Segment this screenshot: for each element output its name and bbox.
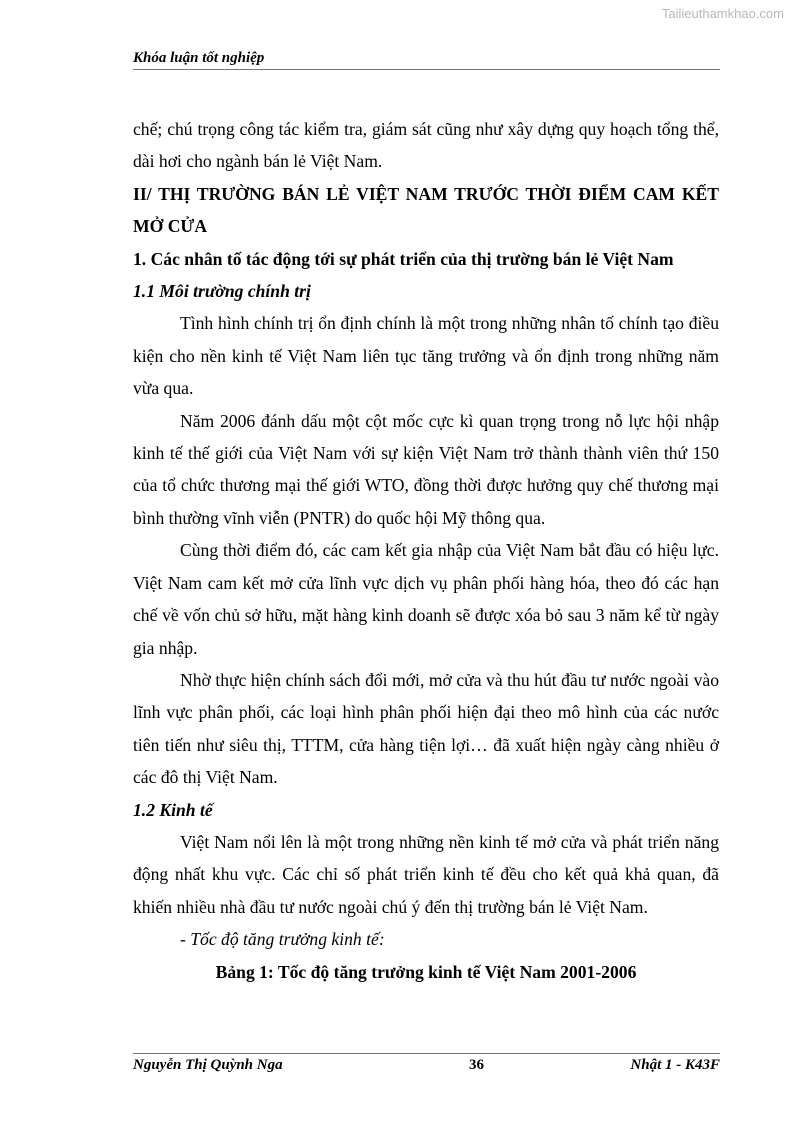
- footer-page-number: 36: [469, 1057, 484, 1073]
- document-body: [133, 113, 719, 988]
- footer-class: Nhật 1 - K43F: [630, 1057, 720, 1073]
- subheading-political-environment: 1.1 Môi trường chính trị: [133, 281, 311, 302]
- section-heading: II/ THỊ TRƯỜNG BÁN LẺ VIỆT NAM TRƯỚC THỜI ĐIỂM CAM KẾT MỞ CỬA: [133, 183, 719, 237]
- paragraph-commitments: Cùng thời điểm đó, các cam kết gia nhập của Việt Nam bắt đầu có hiệu lực. Việt Nam cam kết mở cửa lĩnh vực dịch vụ phân phối hàng hóa, theo đó các hạn chế về vốn chủ sở hữu, mặt hàng kinh doanh sẽ được xóa bỏ sau 3 năm kể từ ngày gia nhập.: [133, 540, 719, 658]
- paragraph-continued: chế; chú trọng công tác kiểm tra, giám sát cũng như xây dựng quy hoạch tổng thể, dài hơi cho ngành bán lẻ Việt Nam.: [133, 119, 719, 172]
- page-footer: [133, 1053, 720, 1074]
- paragraph-wto-accession: Năm 2006 đánh dấu một cột mốc cực kì quan trọng trong nỗ lực hội nhập kinh tế thế giới của Việt Nam với sự kiện Việt Nam trở thành thành viên thứ 150 của tổ chức thương mại thế giới WTO, đồng thời được hưởng quy chế thương mại bình thường vĩnh viễn (PNTR) do quốc hội Mỹ thông qua.: [133, 410, 719, 528]
- subheading-economy: 1.2 Kinh tế: [133, 799, 213, 820]
- paragraph-modern-distribution: Nhờ thực hiện chính sách đổi mới, mở cửa và thu hút đầu tư nước ngoài vào lĩnh vực phân phối, các loại hình phân phối hiện đại theo mô hình của các nước tiên tiến như siêu thị, TTTM, cửa hàng tiện lợi… đã xuất hiện ngày càng nhiều ở các đô thị Việt Nam.: [133, 669, 719, 788]
- watermark-text: Tailieuthamkhao.com: [661, 6, 784, 21]
- table-caption: Bảng 1: Tốc độ tăng trưởng kinh tế Việt Nam 2001-2006: [215, 961, 637, 982]
- subheading-factors: 1. Các nhân tố tác động tới sự phát triển của thị trường bán lẻ Việt Nam: [133, 248, 674, 269]
- header-title: Khóa luận tốt nghiệp: [133, 50, 265, 66]
- page-header: [133, 50, 720, 70]
- paragraph-economy: Việt Nam nổi lên là một trong những nền kinh tế mở cửa và phát triển năng động nhất khu vực. Các chỉ số phát triển kinh tế đều cho kết quả khả quan, đã khiến nhiều nhà đầu tư nước ngoài chú ý đến thị trường bán lẻ Việt Nam.: [133, 831, 719, 917]
- paragraph-political-stability: Tình hình chính trị ổn định chính là một trong những nhân tố chính tạo điều kiện cho nền kinh tế Việt Nam liên tục tăng trưởng và ổn định trong những năm vừa qua.: [133, 313, 719, 399]
- bullet-growth-rate: - Tốc độ tăng trưởng kinh tế:: [180, 929, 385, 950]
- footer-author: Nguyễn Thị Quỳnh Nga: [133, 1057, 283, 1073]
